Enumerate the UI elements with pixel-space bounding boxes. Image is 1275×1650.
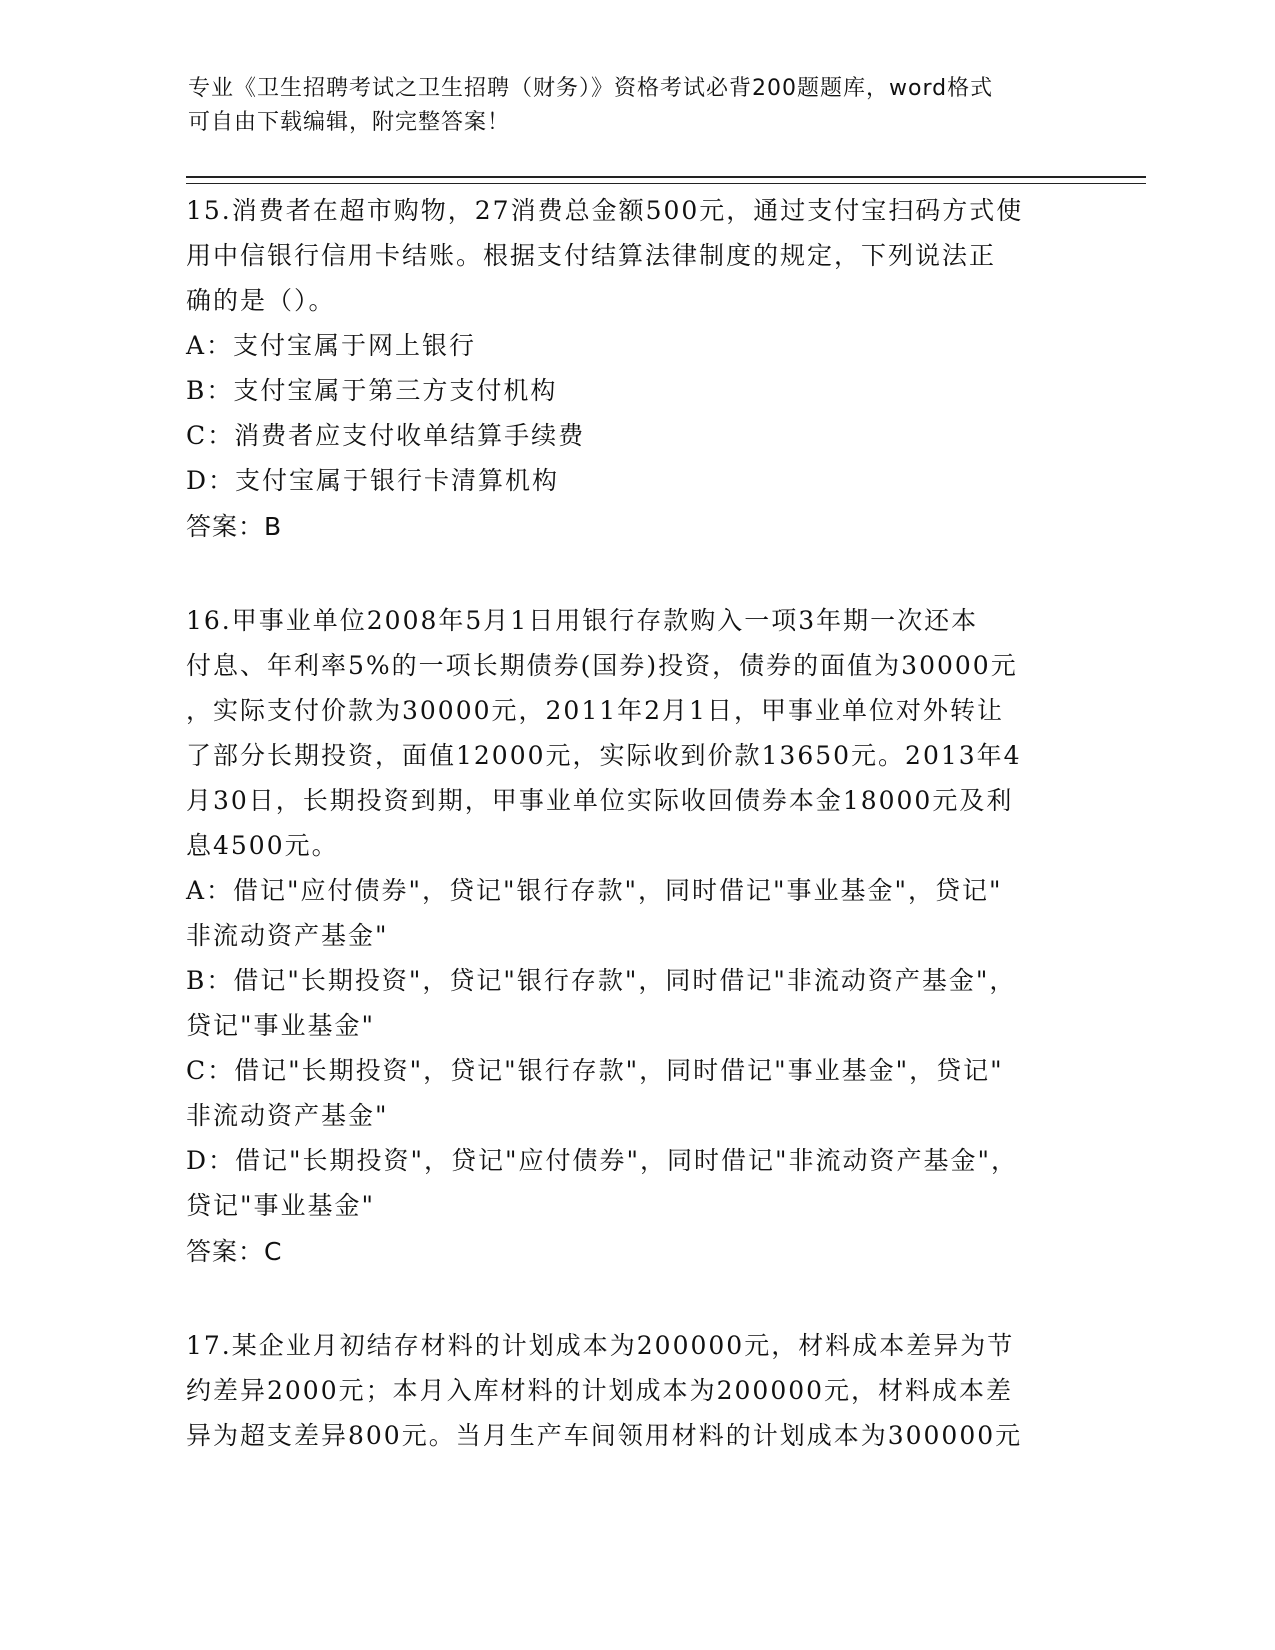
question-16	[186, 598, 1086, 1275]
question-text: 付息、年利率5%的一项长期债券(国券)投资，债券的面值为30000元	[186, 651, 1018, 680]
question-text: 15.消费者在超市购物，27消费总金额500元，通过支付宝扫码方式使	[186, 196, 1024, 225]
document-header	[188, 72, 1068, 140]
question-15	[186, 188, 1086, 550]
answer: 答案：B	[186, 512, 283, 541]
header-divider-thick	[186, 176, 1146, 178]
header-line: 专业《卫生招聘考试之卫生招聘（财务）》资格考试必背200题题库，word格式	[188, 76, 994, 101]
question-text: 用中信银行信用卡结账。根据支付结算法律制度的规定，下列说法正	[186, 241, 997, 270]
question-text: 异为超支差异800元。当月生产车间领用材料的计划成本为300000元	[186, 1421, 1023, 1450]
option-a: A：支付宝属于网上银行	[186, 331, 477, 360]
question-text: 息4500元。	[186, 831, 339, 860]
question-text: 16.甲事业单位2008年5月1日用银行存款购入一项3年期一次还本	[186, 606, 979, 635]
question-text: 约差异2000元；本月入库材料的计划成本为200000元，材料成本差	[186, 1376, 1014, 1405]
option-a: A：借记"应付债券"，贷记"银行存款"，同时借记"事业基金"，贷记"	[186, 876, 1003, 905]
question-text: 17.某企业月初结存材料的计划成本为200000元，材料成本差异为节	[186, 1331, 1015, 1360]
question-text: 了部分长期投资，面值12000元，实际收到价款13650元。2013年4	[186, 741, 1022, 770]
option-b-cont: 贷记"事业基金"	[186, 1011, 375, 1040]
option-c: C：借记"长期投资"，贷记"银行存款"，同时借记"事业基金"，贷记"	[186, 1056, 1004, 1085]
option-c-cont: 非流动资产基金"	[186, 1101, 389, 1130]
question-text: 月30日，长期投资到期，甲事业单位实际收回债券本金18000元及利	[186, 786, 1014, 815]
header-line: 可自由下载编辑，附完整答案！	[188, 110, 511, 135]
option-d-cont: 贷记"事业基金"	[186, 1191, 375, 1220]
option-b: B：支付宝属于第三方支付机构	[186, 376, 558, 405]
option-a-cont: 非流动资产基金"	[186, 921, 389, 950]
question-list	[186, 188, 1086, 1506]
option-d: D：支付宝属于银行卡清算机构	[186, 466, 560, 495]
option-b: B：借记"长期投资"，贷记"银行存款"，同时借记"非流动资产基金"，	[186, 966, 1017, 995]
question-17	[186, 1323, 1086, 1458]
question-text: 确的是（）。	[186, 286, 336, 315]
option-c: C：消费者应支付收单结算手续费	[186, 421, 586, 450]
question-text: ，实际支付价款为30000元，2011年2月1日，甲事业单位对外转让	[186, 696, 1004, 725]
answer: 答案：C	[186, 1237, 283, 1266]
header-divider-thin	[186, 183, 1146, 184]
option-d: D：借记"长期投资"，贷记"应付债券"，同时借记"非流动资产基金"，	[186, 1146, 1019, 1175]
